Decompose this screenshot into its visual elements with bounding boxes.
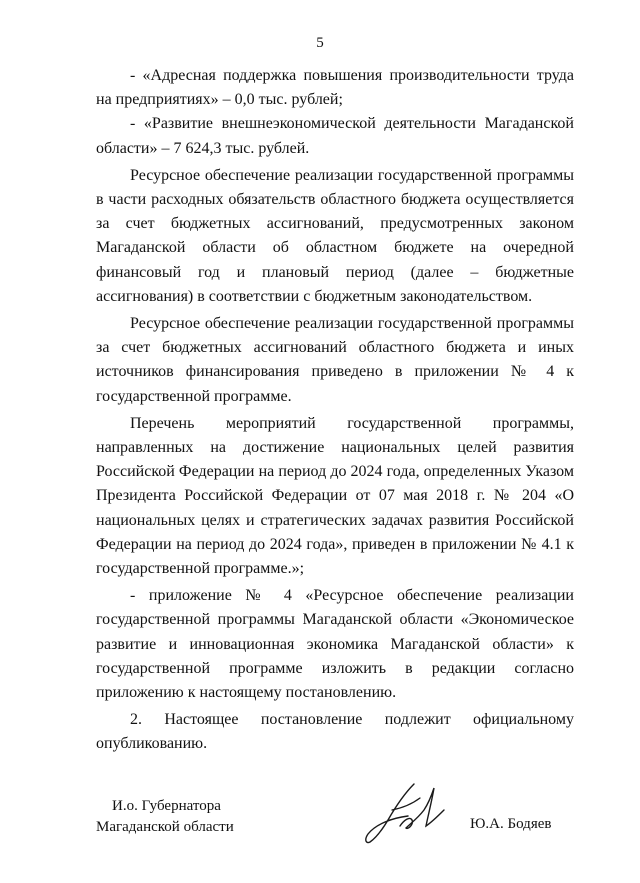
paragraph-7: 2. Настоящее постановление подлежит официальному опубликованию. [96,711,574,753]
paragraph-5: Перечень мероприятий государственной программы, направленных на достижение национальных целей развития Российской Федерации на период до 2024 года, определенных Указом Президента Российской Федерации от 07 мая 2018 г. № 204 «О национальных целях и стратегических задачах развития Российской Федерации на период до 2024 года», приведен в приложении № 4.1 к государственной программе.»; [96,414,574,578]
signatory-title-line2: Магаданской области [96,819,234,835]
handwritten-signature [362,780,448,846]
paragraph-3: Ресурсное обеспечение реализации государственной программы в части расходных обязательств областного бюджета осуществляется за счет бюджетных ассигнований, предусмотренных законом Магаданской области об областном бюджете на очередной финансовый год и плановый период (далее – бюджетные ассигнования) в соответствии с бюджетным законодательством. [96,166,574,305]
document-body [96,64,574,760]
page-number: 5 [316,35,324,51]
paragraph-1: - «Адресная поддержка повышения производительности труда на предприятиях» – 0,0 тыс. рублей; [96,67,574,109]
signatory-title-line1: И.о. Губернатора [112,798,221,814]
signatory-title [96,796,234,838]
signatory-name: Ю.А. Бодяев [470,816,552,832]
paragraph-2: - «Развитие внешнеэкономической деятельности Магаданской области» – 7 624,3 тыс. рублей. [96,115,574,157]
paragraph-6: - приложение № 4 «Ресурсное обеспечение реализации государственной программы Магаданской области «Экономическое развитие и инновационная экономика Магаданской области» к государственной программе изложить в редакции согласно приложению к настоящему постановлению. [96,587,574,702]
paragraph-4: Ресурсное обеспечение реализации государственной программы за счет бюджетных ассигнований областного бюджета и иных источников финансирования приведено в приложении № 4 к государственной программе. [96,315,574,405]
